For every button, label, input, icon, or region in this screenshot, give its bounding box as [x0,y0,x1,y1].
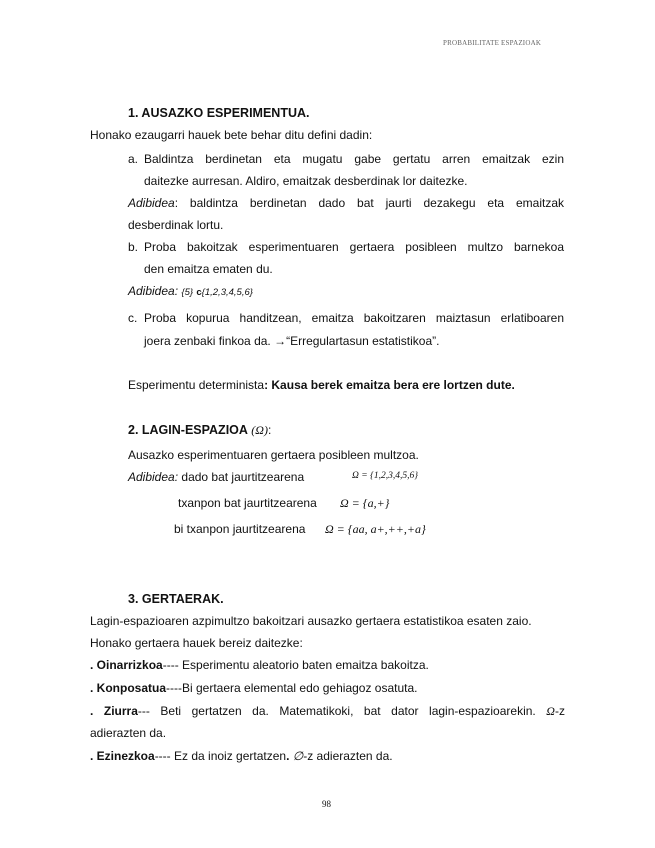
item-a-marker: a. [128,152,139,166]
determinista-text: : Kausa berek emaitza bera ere lortzen dute. [264,378,515,392]
example-1-text: : baldintza berdinetan dado bat jaurti dezakegu eta emaitzak [174,196,564,210]
die-sample-space: Ω = {1,2,3,4,5,6} [352,471,419,481]
section-1-intro: Honako ezaugarri hauek bete behar ditu defini dadin: [90,128,373,142]
coin-sample-space: Ω = {a,+} [340,496,390,510]
event-type-text: --- Beti gertatzen da. Matematikoki, bat dator lagin-espazioarekin. [137,704,536,718]
section-2-title-text: 2. LAGIN-ESPAZIOA [128,423,248,437]
example-1-label: Adibidea [128,196,175,210]
section-2-definition: Ausazko esperimentuaren gertaera posibleen multzoa. [128,448,419,462]
event-type-dot: . [286,749,290,763]
event-type-suffix: -z adierazten da. [303,749,393,763]
coin-example-text: txanpon bat jaurtitzearena [178,496,317,510]
event-type-suffix: -z [554,704,565,718]
omega-symbol: (Ω) [251,423,268,437]
section-2-title-colon: : [267,423,272,437]
example-text: dado bat jaurtitzearena [181,470,305,484]
section-3-intro-1: Lagin-espazioaren azpimultzo bakoitzari ausazko gertaera estatistikoa esaten zaio. [90,614,532,628]
page-number: 98 [322,799,331,809]
section-3-title: 3. GERTAERAK. [128,592,224,606]
omega-symbol: Ω [546,704,555,718]
example-1-line2: desberdinak lortu. [128,218,224,232]
event-type-text: ---- Ez da inoiz gertatzen [154,749,287,763]
example-2-label: Adibidea: [128,284,179,298]
event-type-label: . Konposatua [90,681,167,695]
item-c-line1: Proba kopurua handitzean, emaitza bakoitzaren maiztasun erlatiboaren [144,311,564,325]
event-type-text: ---- Esperimentu aleatorio baten emaitza bakoitza. [162,658,429,672]
event-type-label: . Oinarrizkoa [90,658,163,672]
item-c-line2: joera zenbaki finkoa da. →“Erregulartasun estatistikoa”. [144,334,440,348]
determinista-label: Esperimentu determinista [128,378,265,392]
event-type-konposatua [90,681,418,695]
event-type-text: ----Bi gertaera elemental edo gehiagoz osatuta. [166,681,418,695]
two-coins-sample-space: Ω = {aa, a+,++,+a} [325,522,426,536]
section-3-intro-2: Honako gertaera hauek bereiz daitezke: [90,636,303,650]
subset-symbol: c [196,287,202,298]
item-b-marker: b. [128,240,139,254]
event-type-oinarrizkoa [90,658,429,672]
event-type-label: . Ezinezkoa [90,749,155,763]
example-1-line1 [128,196,564,210]
event-type-ziurra [90,704,565,719]
item-c-marker: c. [128,311,138,325]
running-header: PROBABILITATE ESPAZIOAK [443,39,542,47]
event-type-ezinezkoa [90,749,393,764]
two-coins-example-text: bi txanpon jaurtitzearena [174,522,306,536]
item-b-line2: den emaitza ematen du. [144,262,273,276]
section-2-title [128,423,271,438]
empty-set-symbol: ∅ [292,749,304,763]
item-a-line2: daitezke aurresan. Aldiro, emaitzak desberdinak lor daitezke. [144,174,468,188]
example-label: Adibidea: [128,470,179,484]
sample-space-example-1 [128,470,304,484]
determinista-line [128,378,515,392]
event-type-label: . Ziurra [90,704,138,718]
section-1-title: 1. AUSAZKO ESPERIMENTUA. [128,106,310,120]
item-b-line1: Proba bakoitzak esperimentuaren gertaera posibleen multzo barnekoa [144,240,564,254]
item-a-line1: Baldintza berdinetan eta mugatu gabe gertatu arren emaitzak ezin [144,152,564,166]
example-2 [128,284,253,298]
example-2-set: {5} [181,287,194,298]
event-type-ziurra-line2: adierazten da. [90,726,167,740]
example-2-omega: {1,2,3,4,5,6} [201,287,253,298]
